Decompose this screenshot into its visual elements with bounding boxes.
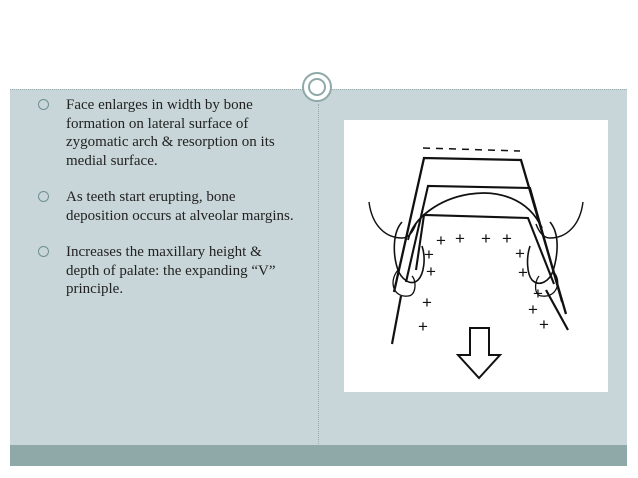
bullet-item	[38, 188, 298, 225]
deposition-plus-mark: +	[422, 293, 432, 312]
deposition-plus-mark: +	[481, 229, 491, 248]
deposition-plus-mark: +	[539, 315, 549, 334]
deposition-plus-mark: +	[533, 284, 543, 303]
deposition-plus-mark: +	[455, 229, 465, 248]
bullet-list	[38, 96, 298, 317]
deposition-plus-mark: +	[528, 300, 538, 319]
bottom-bar	[10, 445, 627, 466]
column-divider	[318, 104, 319, 444]
bullet-item	[38, 243, 298, 299]
bullet-circle-icon	[38, 99, 49, 110]
bullet-circle-icon	[38, 246, 49, 257]
maxillary-growth-figure	[344, 120, 608, 392]
bullet-item	[38, 96, 298, 170]
resorption-dashes	[423, 148, 520, 151]
deposition-plus-mark: +	[515, 244, 525, 263]
circle-ornament-inner	[308, 78, 326, 96]
deposition-plus-mark: +	[436, 231, 446, 250]
bullet-circle-icon	[38, 191, 49, 202]
down-arrow-icon	[458, 328, 500, 378]
bullet-text: Increases the maxillary height & depth of palate: the expanding “V” principle.	[66, 244, 276, 297]
deposition-plus-mark: +	[418, 317, 428, 336]
deposition-plus-mark: +	[424, 245, 434, 264]
maxillary-growth-diagram-icon	[344, 120, 608, 392]
bullet-text: Face enlarges in width by bone formation on lateral surface of zygomatic arch & resorption on its medial surface.	[66, 97, 275, 169]
left-alveolar-line	[392, 296, 401, 344]
deposition-plus-mark: +	[502, 229, 512, 248]
circle-ornament-icon	[302, 72, 332, 102]
bullet-text: As teeth start erupting, bone deposition occurs at alveolar margins.	[66, 189, 294, 224]
deposition-plus-mark: +	[426, 262, 436, 281]
deposition-plus-mark: +	[518, 263, 528, 282]
